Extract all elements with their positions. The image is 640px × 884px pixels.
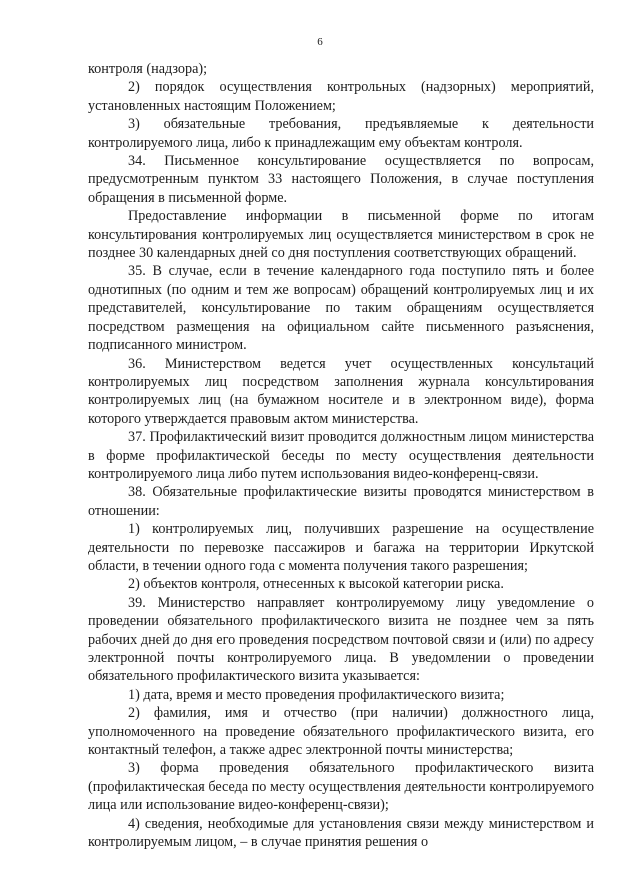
paragraph: 34. Письменное консультирование осуществляется по вопросам, предусмотренным пунктом 33 настоящего Положения, в случае поступления обращения в письменной форме. [88,153,594,206]
document-body [88,60,594,851]
paragraph: 2) порядок осуществления контрольных (надзорных) мероприятий, установленных настоящим Положением; [88,79,594,114]
paragraph: 2) фамилия, имя и отчество (при наличии) должностного лица, уполномоченного на проведение обязательного профилактического визита, его контактный телефон, а также адрес электронной почты министерства; [88,705,594,759]
paragraph: 35. В случае, если в течение календарного года поступило пять и более однотипных (по одним и тем же вопросам) обращений контролируемых лиц и их представителей, консультирование по таким обращениям осуществляется посредством размещения на официальном сайте письменного разъяснения, подписанного министром. [88,263,594,354]
paragraph: 37. Профилактический визит проводится должностным лицом министерства в форме профилактической беседы по месту осуществления деятельности контролируемого лица либо путем использования видео-конференц-связи. [88,429,594,482]
paragraph: 39. Министерство направляет контролируемому лицу уведомление о проведении обязательного профилактического визита не позднее чем за пять рабочих дней до дня его проведения посредством почтовой связи и (или) по адресу электронной почты контролируемого лица. В уведомлении о проведении обязательного профилактического визита указывается: [88,594,594,685]
page-number: 6 [317,36,323,48]
paragraph: 36. Министерством ведется учет осуществленных консультаций контролируемых лиц посредством заполнения журнала консультирования контролируемых лиц (на бумажном носителе и в электронном виде), форма которого утверждается правовым актом министерства. [88,355,594,427]
paragraph: Предоставление информации в письменной форме по итогам консультирования контролируемых лиц осуществляется министерством в срок не позднее 30 календарных дней со дня поступления соответствующих обращений. [88,208,594,262]
paragraph: 3) форма проведения обязательного профилактического визита (профилактическая беседа по месту осуществления деятельности контролируемого лица или использование видео-конференц-связи); [88,760,594,814]
paragraph: 1) контролируемых лиц, получивших разрешение на осуществление деятельности по перевозке пассажиров и багажа на территории Иркутской области, в течении одного года с момента получения такого разрешения; [88,521,594,574]
paragraph: 1) дата, время и место проведения профилактического визита; [128,686,505,703]
paragraph: 2) объектов контроля, отнесенных к высокой категории риска. [128,576,504,593]
paragraph: 3) обязательные требования, предъявляемые к деятельности контролируемого лица, либо к принадлежащим ему объектам контроля. [88,116,594,151]
paragraph: контроля (надзора); [88,61,208,77]
paragraph: 38. Обязательные профилактические визиты проводятся министерством в отношении: [88,484,594,519]
paragraph: 4) сведения, необходимые для установления связи между министерством и контролируемым лицом, – в случае принятия решения о [88,815,594,851]
